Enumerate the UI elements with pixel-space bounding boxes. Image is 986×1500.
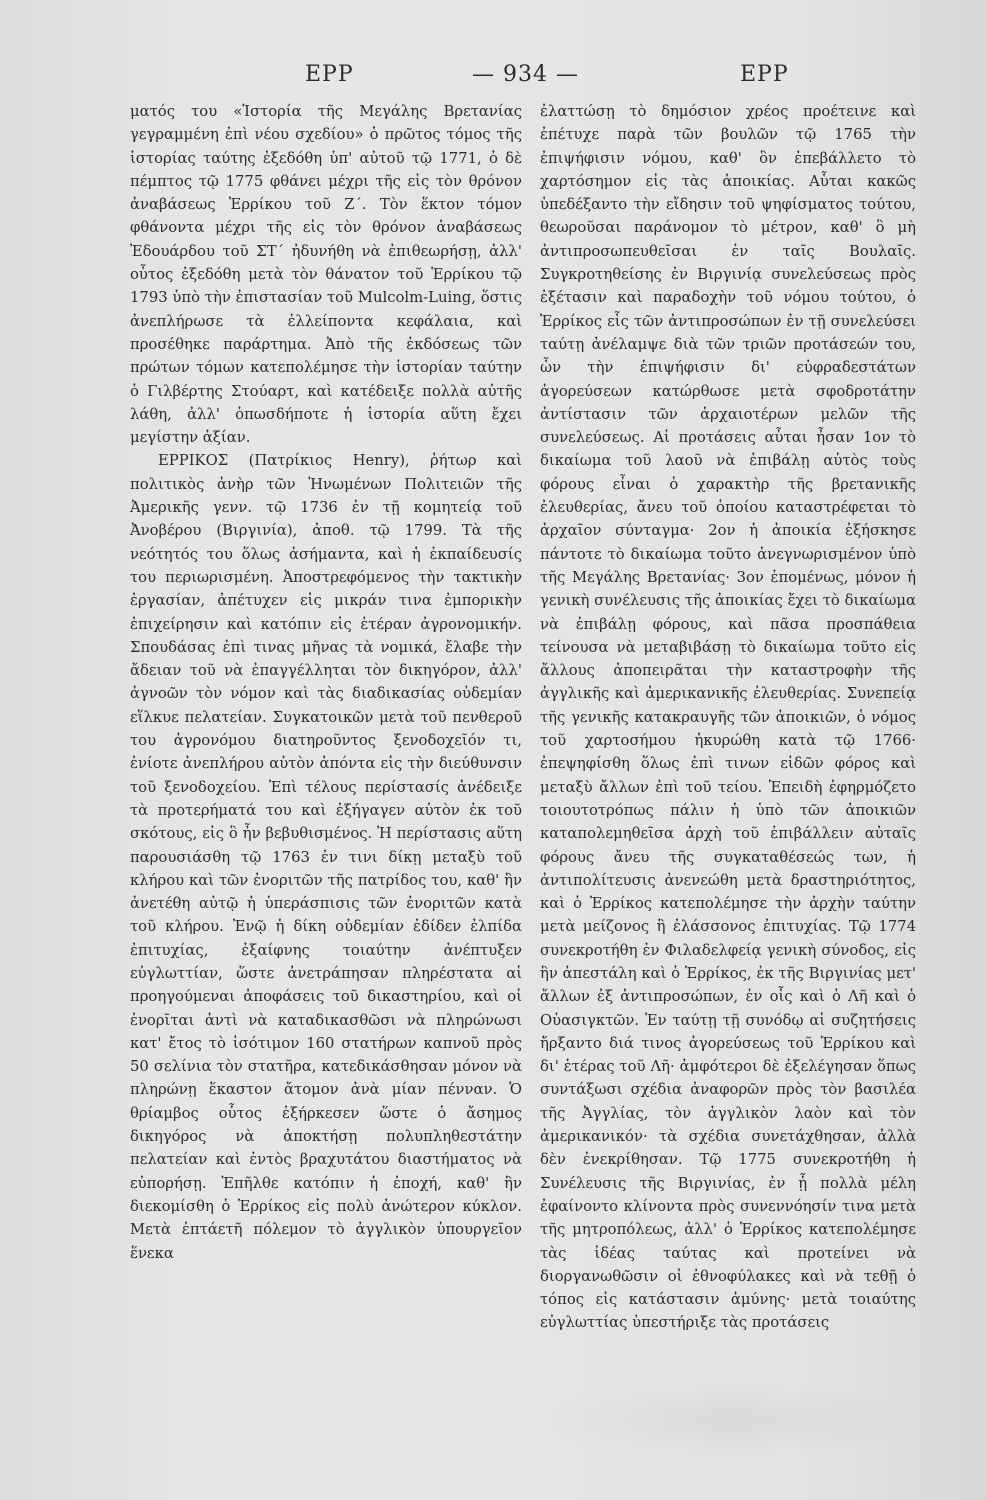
right-column	[540, 100, 916, 1335]
paragraph-patrick-henry-entry: ΕΡΡΙΚΟΣ (Πατρίκιος Henry), ῥήτωρ καὶ πολιτικὸς ἀνὴρ τῶν Ἡνωμένων Πολιτειῶν τῆς Ἀμερικῆς γενν. τῷ 1736 ἐν τῇ κομητείᾳ τοῦ Ἀνοβέρου (Βιργινία), ἀποθ. τῷ 1799. Τὰ τῆς νεότητός του ὅλως ἀσήμαντα, καὶ ἡ ἐκπαίδευσίς του περιωρισμένη. Ἀποστρεφόμενος τὴν τακτικὴν ἐργασίαν, ἀπέτυχεν εἰς μικράν τινα ἐμπορικὴν ἐπιχείρησιν καὶ κατόπιν εἰς ἑτέραν ἀγρονομικήν. Σπουδάσας ἐπὶ τινας μῆνας τὰ νομικά, ἔλαβε τὴν ἄδειαν τοῦ νὰ ἐπαγγέλληται τὸν δικηγόρον, ἀλλ' ἀγνοῶν τὸν νόμον καὶ τὰς διαδικασίας οὐδεμίαν εἵλκυε πελατείαν. Συγκατοικῶν μετὰ τοῦ πενθεροῦ του ἀγρονόμου διατηροῦντος ξενοδοχεῖόν τι, ἐνίοτε ἀνεπλήρου αὐτὸν ἀπόντα εἰς τὴν διεύθυνσιν τοῦ ξενοδοχείου. Ἐπὶ τέλους περίστασίς ἀνέδειξε τὰ προτερήματά του καὶ ἐξήγαγεν αὐτὸν ἐκ τοῦ σκότους, εἰς ὃ ἦν βεβυθισμένος. Ἡ περίστασις αὕτη παρουσιάσθη τῷ 1763 ἐν τινι δίκῃ μεταξὺ τοῦ κλήρου καὶ τῶν ἐνοριτῶν τῆς πατρίδος του, καθ' ἣν ἀνετέθη αὐτῷ ἡ ὑπεράσπισις τῶν ἐνοριτῶν κατὰ τοῦ κλήρου. Ἐνῷ ἡ δίκη οὐδεμίαν ἐδίδεν ἐλπίδα ἐπιτυχίας, ἐξαίφνης τοιαύτην ἀνέπτυξεν εὐγλωττίαν, ὥστε ἀνετράπησαν πληρέστατα αἱ προηγούμεναι ἀποφάσεις τοῦ δικαστηρίου, καὶ οἱ ἐνορῖται ἀντὶ νὰ καταδικασθῶσι νὰ πληρώνωσι κατ' ἔτος τὸ ἰσότιμον 160 στατήρων καπνοῦ πρὸς 50 σελίνια τὸν στατῆρα, κατεδικάσθησαν μόνον νὰ πληρώνῃ ἕκαστον ἄτομον ἀνὰ μίαν πένναν. Ὁ θρίαμβος οὗτος ἐξήρκεσεν ὥστε ὁ ἄσημος δικηγόρος νὰ ἀποκτήσῃ πολυπληθεστάτην πελατείαν καὶ ἐντὸς βραχυτάτου διαστήματος νὰ εὐπορήσῃ. Ἐπῆλθε κατόπιν ἡ ἐποχή, καθ' ἣν διεκομίσθη ὁ Ἑρρίκος εἰς πολὺ ἀνώτερον κύκλον. Μετὰ ἐπτάετῆ πόλεμον τὸ ἀγγλικὸν ὑπουργεῖον ἕνεκα	[130, 452, 522, 1262]
library-watermark-stain	[540, 1380, 920, 1460]
paragraph-patrick-henry-continued: ἐλαττώσῃ τὸ δημόσιον χρέος προέτεινε καὶ ἐπέτυχε παρὰ τῶν βουλῶν τῷ 1765 τὴν ἐπιψήφισιν νόμου, καθ' ὃν ἐπεβάλλετο τὸ χαρτόσημον εἰς τὰς ἀποικίας. Αὗται κακῶς ὑπεδέξαντο τὴν εἴδησιν τοῦ ψηφίσματος τούτου, θεωροῦσαι παράνομον τὸ μέτρον, καθ' ὃ μὴ ἀντιπροσωπευθεῖσαι ἐν ταῖς Βουλαῖς. Συγκροτηθείσης ἐν Βιργινίᾳ συνελεύσεως πρὸς ἐξέτασιν καὶ παραδοχὴν τοῦ νόμου τούτου, ὁ Ἑρρίκος εἷς τῶν ἀντιπροσώπων ἐν τῇ συνελεύσει ταύτῃ ἀνέλαμψε διὰ τῶν τριῶν προτάσεών του, ὧν τὴν ἐπιψήφισιν δι' εὐφραδεστάτων ἀγορεύσεων κατώρθωσε μετὰ σφοδροτάτην ἀντίστασιν τῶν ἀρχαιοτέρων μελῶν τῆς συνελεύσεως. Αἱ προτάσεις αὗται ἦσαν 1ον τὸ δικαίωμα τοῦ λαοῦ νὰ ἐπιβάλῃ αὐτὸς τοὺς φόρους εἶναι ὁ χαρακτὴρ τῆς βρετανικῆς ἐλευθερίας, ἄνευ τοῦ ὁποίου καταστρέφεται τὸ ἀρχαῖον σύνταγμα· 2ον ἡ ἀποικία ἐξήσκησε πάντοτε τὸ δικαίωμα τοῦτο ἀνεγνωρισμένον ὑπὸ τῆς Μεγάλης Βρετανίας· 3ον ἑπομένως, μόνον ἡ γενικὴ συνέλευσις τῆς ἀποικίας ἔχει τὸ δικαίωμα νὰ ἐπιβάλῃ φόρους, καὶ πᾶσα προσπάθεια τείνουσα νὰ μεταβιβάσῃ τὸ δικαίωμα τοῦτο εἰς ἄλλους ἀποπειρᾶται τὴν καταστροφὴν τῆς ἀγγλικῆς καὶ ἀμερικανικῆς ἐλευθερίας. Συνεπείᾳ τῆς γενικῆς κατακραυγῆς τῶν ἀποικιῶν, ὁ νόμος τοῦ χαρτοσήμου ἠκυρώθη κατὰ τῷ 1766· ἐπεψηφίσθη ὅλως ἐπὶ τινων εἰδῶν φόρος καὶ μεταξὺ ἄλλων ἐπὶ τοῦ τείου. Ἐπειδὴ ἐφηρμόζετο τοιουτοτρόπως πάλιν ἡ ὑπὸ τῶν ἀποικιῶν καταπολεμηθεῖσα ἀρχὴ τοῦ ἐπιβάλλειν αὐταῖς φόρους ἄνευ τῆς συγκαταθέσεώς των, ἡ ἀντιπολίτευσις ἀνενεώθη μετὰ δραστηριότητος, καὶ ὁ Ἑρρίκος κατεπολέμησε τὴν ἀρχὴν ταύτην μετὰ μείζονος ἢ ἐλάσσονος ἐπιτυχίας. Τῷ 1774 συνεκροτήθη ἐν Φιλαδελφείᾳ γενικὴ σύνοδος, εἰς ἣν ἀπεστάλη καὶ ὁ Ἑρρίκος, ἐκ τῆς Βιργινίας μετ' ἄλλων ἐξ ἀντιπροσώπων, ἐν οἷς καὶ ὁ Λῆ καὶ ὁ Οὐασιγκτῶν. Ἐν ταύτῃ τῇ συνόδῳ αἱ συζητήσεις ἤρξαντο διά τινος ἀγορεύσεως τοῦ Ἑρρίκου καὶ δι' ἑτέρας τοῦ Λῆ· ἀμφότεροι δὲ ἐξελέγησαν ὅπως συντάξωσι σχέδια ἀναφορῶν πρὸς τὸν βασιλέα τῆς Ἀγγλίας, τὸν ἀγγλικὸν λαὸν καὶ τὸν ἀμερικανικόν· τὰ σχέδια συνετάχθησαν, ἀλλὰ δὲν ἐνεκρίθησαν. Τῷ 1775 συνεκροτήθη ἡ Συνέλευσις τῆς Βιργινίας, ἐν ᾗ πολλὰ μέλη ἐφαίνοντο κλίνοντα πρὸς συνεννόησίν τινα μετὰ τῆς μητροπόλεως, ἀλλ' ὁ Ἑρρίκος κατεπολέμησε τὰς ἰδέας ταύτας καὶ προτείνει νὰ διοργανωθῶσιν οἱ ἐθνοφύλακες καὶ νὰ τεθῇ ὁ τόπος εἰς κατάστασιν ἀμύνης· μετὰ τοιαύτης εὐγλωττίας ὑπεστήριξε τὰς προτάσεις	[540, 103, 916, 1332]
page-number: — 934 —	[472, 62, 579, 87]
running-head-left: ΕΡΡ	[305, 62, 354, 87]
left-column	[130, 100, 522, 1265]
running-head-right: ΕΡΡ	[740, 62, 789, 87]
page-header	[0, 62, 986, 92]
paragraph-hume-history-continued: ματός του «Ἱστορία τῆς Μεγάλης Βρετανίας γεγραμμένη ἐπὶ νέου σχεδίου» ὁ πρῶτος τόμος τῆς ἱστορίας ταύτης ἐξεδόθη ὑπ' αὐτοῦ τῷ 1771, ὁ δὲ πέμπτος τῷ 1775 φθάνει μέχρι τῆς εἰς τὸν θρόνον ἀναβάσεως Ἑρρίκου τοῦ Ζ΄. Τὸν ἕκτον τόμον φθάνοντα μέχρι τῆς εἰς τὸν θρόνον ἀναβάσεως Ἐδουάρδου τοῦ ΣΤ΄ ἠδυνήθη νὰ ἐπιθεωρήσῃ, ἀλλ' οὗτος ἐξεδόθη μετὰ τὸν θάνατον τοῦ Ἑρρίκου τῷ 1793 ὑπὸ τὴν ἐπιστασίαν τοῦ Mulcolm-Luing, ὅστις ἀνεπλήρωσε τὰ ἐλλείποντα κεφάλαια, καὶ προσέθηκε παράρτημα. Ἀπὸ τῆς ἐκδόσεως τῶν πρώτων τόμων κατεπολέμησε τὴν ἱστορίαν ταύτην ὁ Γιλβέρτης Στούαρτ, καὶ κατέδειξε πολλὰ αὐτῆς λάθη, ἀλλ' ὁπωσδήποτε ἡ ἱστορία αὕτη ἔχει μεγίστην ἀξίαν.	[130, 103, 522, 447]
